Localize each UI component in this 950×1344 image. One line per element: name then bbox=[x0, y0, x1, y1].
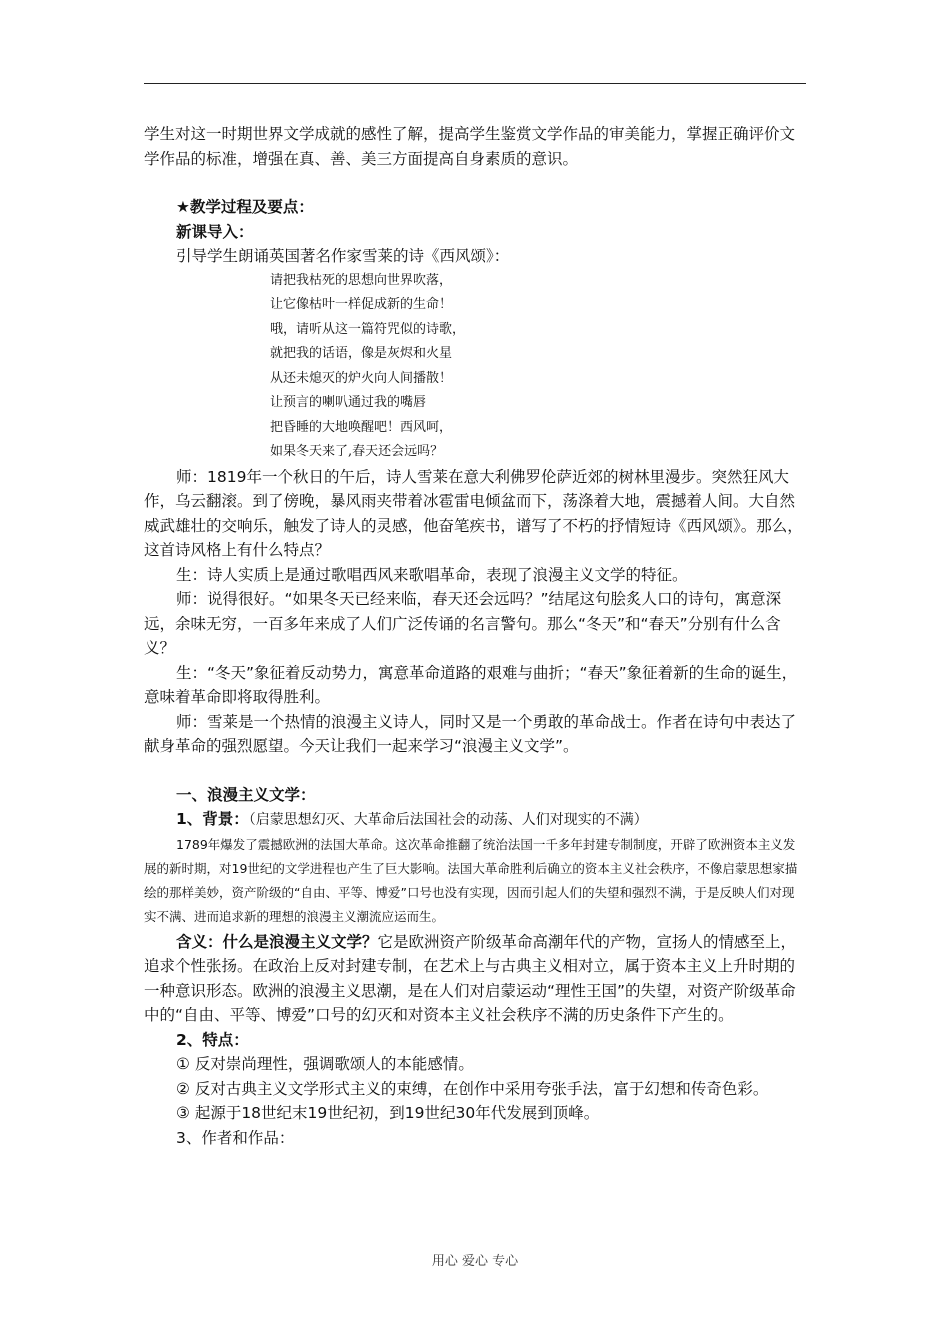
features-heading: 2、特点： bbox=[176, 1030, 249, 1049]
dialogue-teacher: 师：1819年一个秋日的午后，诗人雪莱在意大利佛罗伦萨近郊的树林里漫步。突然狂风大作，乌云翻滚。到了傍晚，暴风雨夹带着冰雹雷电倾盆而下，荡涤着大地，震撼着人间。大自然威武雄壮的交响乐，触发了诗人的灵感，他奋笔疾书，谱写了不朽的抒情短诗《西风颂》。那么，这首诗风格上有什么特点？ bbox=[144, 467, 803, 559]
poem-line: 让它像枯叶一样促成新的生命！ bbox=[270, 297, 453, 312]
feature-item: ② 反对古典主义文学形式主义的束缚，在创作中采用夸张手法，富于幻想和传奇色彩。 bbox=[176, 1079, 769, 1098]
poem-line: 如果冬天来了,春天还会远吗？ bbox=[270, 444, 444, 459]
guide-line: 引导学生朗诵英国著名作家雪莱的诗《西风颂》： bbox=[176, 247, 510, 265]
document-body bbox=[144, 122, 806, 1150]
poem-line: 把昏睡的大地唤醒吧！西风呵， bbox=[270, 419, 453, 435]
dialogue-student: 生：“冬天”象征着反动势力，寓意革命道路的艰难与曲折；“春天”象征着新的生命的诞生，意味着革命即将取得胜利。 bbox=[144, 663, 798, 706]
process-heading: ★教学过程及要点： bbox=[176, 198, 314, 216]
poem bbox=[144, 269, 806, 465]
feature-item: ① 反对崇尚理性，强调歌颂人的本能感情。 bbox=[176, 1055, 474, 1074]
dialogue-student: 生：诗人实质上是通过歌唱西风来歌唱革命，表现了浪漫主义文学的特征。 bbox=[176, 565, 688, 584]
page-footer: 用心 爱心 专心 bbox=[431, 1254, 519, 1269]
authors-heading: 3、作者和作品： bbox=[176, 1128, 295, 1147]
poem-line: 就把我的话语，像是灰烬和火星 bbox=[270, 346, 453, 361]
meaning-paragraph bbox=[144, 930, 806, 1028]
dialogue-teacher: 师：雪莱是一个热情的浪漫主义诗人，同时又是一个勇敢的革命战士。作者在诗句中表达了献身革命的强烈愿望。今天让我们一起来学习“浪漫主义文学”。 bbox=[144, 712, 797, 755]
background-label: 1、背景： bbox=[176, 810, 249, 828]
poem-line: 从还未熄灭的炉火向人间播散！ bbox=[270, 370, 453, 386]
header-rule bbox=[144, 83, 806, 84]
feature-item: ③ 起源于18世纪末19世纪初，到19世纪30年代发展到顶峰。 bbox=[176, 1104, 600, 1123]
new-lesson-heading: 新课导入： bbox=[176, 222, 254, 241]
poem-line: 请把我枯死的思想向世界吹落， bbox=[270, 272, 453, 288]
background-text: 1789年爆发了震撼欧洲的法国大革命。这次革命推翻了统治法国一千多年封建专制制度，开辟了欧洲资本主义发展的新时期，对19世纪的文学进程也产生了巨大影响。法国大革命胜利后确立的资本主义社会秩序，不像启蒙思想家描绘的那样美妙，资产阶级的“自由、平等、博爱”口号也没有实现，因而引起人们的失望和强烈不满，于是反映人们对现实不满、进而追求新的理想的浪漫主义潮流应运而生。 bbox=[144, 836, 798, 925]
dialogue-teacher: 师：说得很好。“如果冬天已经来临，春天还会远吗？”结尾这句脍炙人口的诗句，寓意深远，余味无穷，一百多年来成了人们广泛传诵的名言警句。那么“冬天”和“春天”分别有什么含义？ bbox=[144, 590, 782, 657]
background-line bbox=[144, 807, 806, 833]
background-note: （启蒙思想幻灭、大革命后法国社会的动荡、人们对现实的不满） bbox=[248, 812, 648, 828]
section-heading: 一、浪漫主义文学： bbox=[176, 785, 316, 804]
poem-line: 哦，请听从这一篇符咒似的诗歌， bbox=[270, 321, 466, 337]
intro-paragraph: 学生对这一时期世界文学成就的感性了解，提高学生鉴赏文学作品的审美能力，掌握正确评价文学作品的标准，增强在真、善、美三方面提高自身素质的意识。 bbox=[144, 125, 796, 168]
meaning-text: 它是欧洲资产阶级革命高潮年代的产物，宣扬人的情感至上，追求个性张扬。在政治上反对封建专制，在艺术上与古典主义相对立，属于资本主义上升时期的一种意识形态。欧洲的浪漫主义思潮，是在人们对启蒙运动“理性王国”的失望，对资产阶级革命中的“自由、平等、博爱”口号的幻灭和对资本主义社会秩序不满的历史条件下产生的。 bbox=[144, 932, 797, 1025]
meaning-label: 含义：什么是浪漫主义文学？ bbox=[176, 932, 378, 951]
poem-line: 让预言的喇叭通过我的嘴唇 bbox=[270, 395, 427, 410]
